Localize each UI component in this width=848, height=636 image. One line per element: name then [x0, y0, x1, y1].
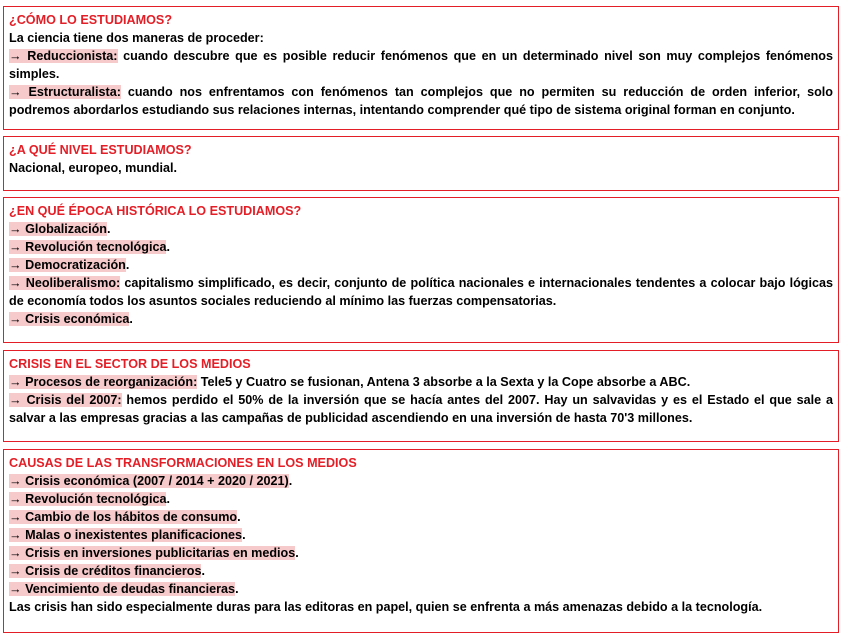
item-text: . — [235, 582, 239, 596]
section-historical-epoch — [3, 197, 839, 343]
arrow-icon: → — [9, 49, 22, 63]
item-text: cuando descubre que es posible reducir fenómenos que en un determinado nivel son muy complejos fenómenos simples. — [9, 49, 833, 81]
item-term: Crisis económica — [25, 312, 130, 326]
arrow-icon: → — [9, 222, 22, 236]
section-title: ¿CÓMO LO ESTUDIAMOS? — [9, 13, 173, 27]
item-text: . — [237, 510, 241, 524]
item-term: Vencimiento de deudas financieras — [25, 582, 236, 596]
list-item — [9, 526, 833, 544]
arrow-icon: → — [9, 528, 22, 542]
item-term: Crisis económica (2007 / 2014 + 2020 / 2021) — [25, 474, 289, 488]
section-closing: Las crisis han sido especialmente duras para las editoras en papel, quien se enfrenta a más amenazas debido a la tecnología. — [9, 600, 763, 614]
item-text: . — [295, 546, 299, 560]
arrow-icon: → — [9, 474, 22, 488]
item-term-highlight — [9, 393, 122, 407]
list-item — [9, 274, 833, 310]
section-text: Nacional, europeo, mundial. — [9, 161, 177, 175]
item-term-highlight — [9, 240, 166, 254]
item-term-highlight — [9, 492, 166, 506]
list-item — [9, 490, 833, 508]
item-term: Crisis del 2007: — [26, 393, 122, 407]
item-text: . — [125, 258, 130, 272]
arrow-icon: → — [9, 258, 22, 272]
section-title: ¿EN QUÉ ÉPOCA HISTÓRICA LO ESTUDIAMOS? — [9, 204, 302, 218]
item-term: Globalización — [25, 222, 107, 236]
item-text: . — [288, 474, 293, 488]
item-text: . — [106, 222, 111, 236]
item-text: . — [166, 240, 170, 254]
list-item — [9, 580, 833, 598]
list-item — [9, 256, 833, 274]
item-term-highlight — [9, 276, 120, 290]
item-term: Malas o inexistentes planificaciones — [25, 528, 243, 542]
arrow-icon: → — [9, 564, 22, 578]
item-term-highlight — [9, 375, 197, 389]
list-item — [9, 562, 833, 580]
list-item — [9, 310, 833, 328]
item-text: hemos perdido el 50% de la inversión que se hacía antes del 2007. Hay un salvavidas y es el Estado el que sale a salvar a las empresas gracias a las campañas de publicidad ascendiendo en una inversión de hasta 70'3 millones. — [9, 393, 834, 425]
item-term: Cambio de los hábitos de consumo — [25, 510, 238, 524]
list-item — [9, 544, 833, 562]
item-term: Crisis de créditos financieros — [25, 564, 202, 578]
item-term-highlight — [9, 546, 295, 560]
item-term-highlight — [9, 258, 126, 272]
list-item — [9, 47, 833, 83]
list-item — [9, 83, 833, 119]
item-term-highlight — [9, 49, 118, 63]
arrow-icon: → — [9, 240, 22, 254]
item-term-highlight — [9, 510, 237, 524]
item-term-highlight — [9, 528, 242, 542]
item-term: Reduccionista: — [27, 49, 118, 63]
item-text: cuando nos enfrentamos con fenómenos tan complejos que no permiten su reducción de orden inferior, solo podremos abordarlos estudiando sus relaciones internas, intentando comprender qué tipo de sistema original forman en conjunto. — [9, 85, 833, 117]
arrow-icon: → — [9, 492, 22, 506]
list-item — [9, 220, 833, 238]
item-text: . — [129, 312, 133, 326]
arrow-icon: → — [9, 375, 22, 389]
arrow-icon: → — [9, 546, 22, 560]
list-item — [9, 508, 833, 526]
item-term: Democratización — [25, 258, 126, 272]
arrow-icon: → — [9, 582, 22, 596]
list-item — [9, 391, 833, 427]
section-title: CRISIS EN EL SECTOR DE LOS MEDIOS — [9, 357, 251, 371]
item-text: Tele5 y Cuatro se fusionan, Antena 3 absorbe a la Sexta y la Cope absorbe a ABC. — [197, 375, 691, 389]
list-item — [9, 238, 833, 256]
item-text: . — [201, 564, 205, 578]
item-term: Revolución tecnológica — [25, 492, 167, 506]
section-transformation-causes — [3, 449, 839, 633]
item-term: Neoliberalismo: — [25, 276, 121, 290]
item-term: Procesos de reorganización: — [25, 375, 198, 389]
item-term: Estructuralista: — [28, 85, 121, 99]
item-term-highlight — [9, 222, 107, 236]
section-media-crisis — [3, 350, 839, 442]
item-term-highlight — [9, 312, 129, 326]
item-term: Revolución tecnológica — [25, 240, 167, 254]
section-intro: La ciencia tiene dos maneras de proceder: — [9, 31, 264, 45]
item-term-highlight — [9, 582, 235, 596]
arrow-icon: → — [9, 510, 22, 524]
item-term-highlight — [9, 474, 289, 488]
arrow-icon: → — [9, 276, 22, 290]
arrow-icon: → — [9, 312, 22, 326]
section-study-level — [3, 136, 839, 191]
item-term-highlight — [9, 564, 201, 578]
item-text: . — [166, 492, 170, 506]
item-text: capitalismo simplificado, es decir, conjunto de política nacionales e internacionales tendentes a colocar bajo lógicas de economía todos los asuntos sociales reduciendo al mínimo las fuerzas compensatorias. — [9, 276, 833, 308]
list-item — [9, 373, 833, 391]
section-how-we-study — [3, 6, 839, 130]
arrow-icon: → — [9, 85, 22, 99]
list-item — [9, 472, 833, 490]
arrow-icon: → — [9, 393, 22, 407]
item-term: Crisis en inversiones publicitarias en medios — [25, 546, 296, 560]
item-term-highlight — [9, 85, 121, 99]
item-text: . — [242, 528, 246, 542]
section-title: CAUSAS DE LAS TRANSFORMACIONES EN LOS MEDIOS — [9, 456, 357, 470]
section-title: ¿A QUÉ NIVEL ESTUDIAMOS? — [9, 143, 192, 157]
